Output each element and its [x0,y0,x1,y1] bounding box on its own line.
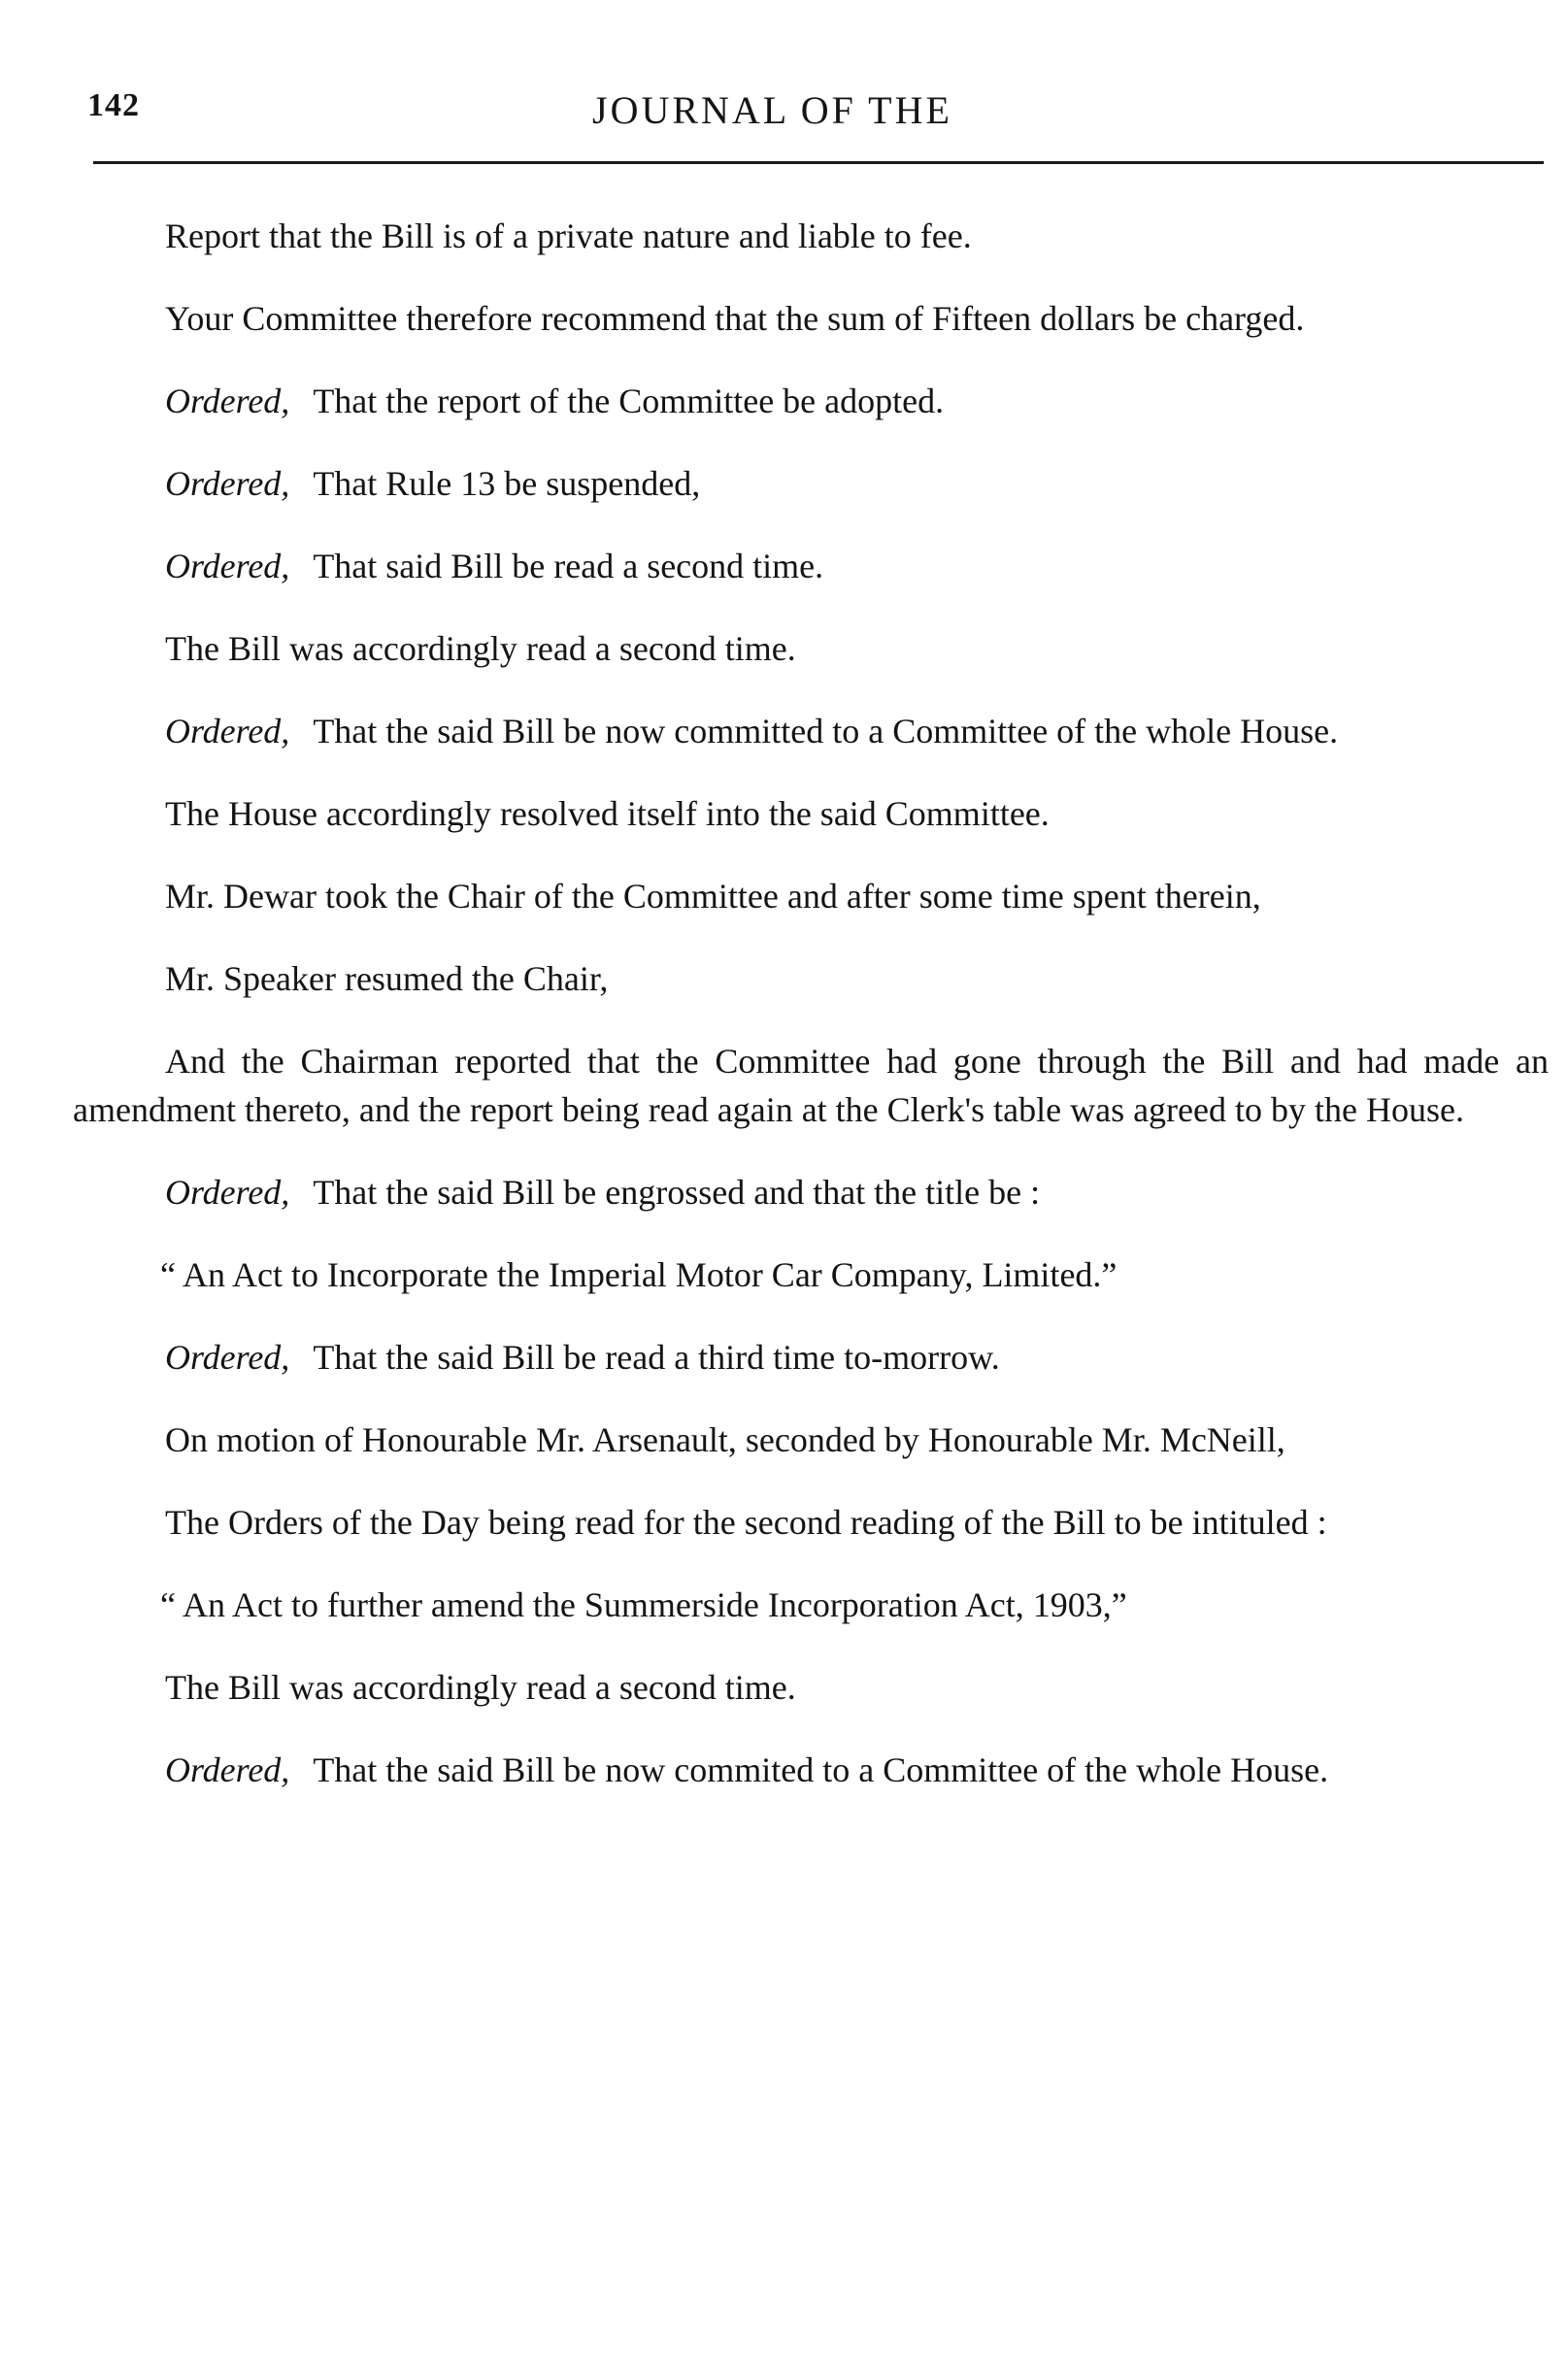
paragraph-bill-read-second-again [73,1663,1549,1712]
paragraph-text: “ An Act to Incorporate the Imperial Motor Car Company, Limited.” [160,1255,1118,1294]
paragraph-text: “ An Act to further amend the Summerside Incorporation Act, 1903,” [160,1585,1127,1624]
paragraph-text: On motion of Honourable Mr. Arsenault, seconded by Honourable Mr. McNeill, [165,1420,1285,1459]
paragraph-speaker-resumed [73,954,1549,1003]
paragraph-order-engrossed [73,1168,1549,1216]
paragraph-text: The Orders of the Day being read for the second reading of the Bill to be intituled : [165,1503,1327,1542]
paragraph-text: The Bill was accordingly read a second time. [165,1668,796,1707]
paragraph-order-commited-whole-house [73,1746,1549,1794]
paragraph-house-resolved [73,789,1549,838]
paragraph-orders-of-day [73,1498,1549,1547]
ordered-label: Ordered, [165,1338,290,1377]
paragraph-text: That the said Bill be now committed to a Committee of the whole House. [313,712,1339,750]
ordered-label: Ordered, [165,712,290,750]
paragraph-act-title-summerside [73,1581,1549,1629]
paragraph-text: That the said Bill be now commited to a Committee of the whole House. [313,1750,1329,1789]
paragraph-text: That the said Bill be engrossed and that the title be : [313,1173,1041,1212]
paragraph-motion-arsenault [73,1416,1549,1464]
paragraph-bill-read-second [73,624,1549,673]
paragraph-order-committed [73,707,1549,755]
paragraph-text: The House accordingly resolved itself into the said Committee. [165,794,1050,833]
running-head: JOURNAL OF THE [592,88,952,132]
page-header [87,80,1544,138]
paragraph-text: That said Bill be read a second time. [313,547,824,585]
paragraph-fee-recommendation [73,294,1549,343]
paragraph-report-private-nature [73,212,1549,260]
ordered-label: Ordered, [165,464,290,503]
paragraph-order-report-adopted [73,377,1549,425]
paragraph-text: That the report of the Committee be adopted. [313,382,945,420]
paragraph-order-second-reading [73,542,1549,590]
paragraph-text: The Bill was accordingly read a second time. [165,629,796,668]
paragraph-text: And the Chairman reported that the Committee had gone through the Bill and had made an amendment thereto, and the report being read again at the Clerk's table was agreed to by the House. [73,1042,1549,1129]
paragraph-order-rule-suspended [73,459,1549,508]
paragraph-order-third-reading [73,1333,1549,1382]
paragraph-act-title-imperial-motor [73,1250,1549,1299]
paragraph-text: Mr. Speaker resumed the Chair, [165,959,609,998]
ordered-label: Ordered, [165,382,290,420]
paragraph-text: Report that the Bill is of a private nature and liable to fee. [165,217,972,255]
paragraph-text: Mr. Dewar took the Chair of the Committee and after some time spent therein, [165,877,1261,916]
header-rule [93,161,1544,164]
journal-body [73,212,1549,1828]
paragraph-text: That the said Bill be read a third time to-morrow. [313,1338,1000,1377]
paragraph-chairman-reported [73,1037,1549,1134]
ordered-label: Ordered, [165,1173,290,1212]
paragraph-dewar-chair [73,872,1549,920]
page-number: 142 [87,87,140,123]
ordered-label: Ordered, [165,547,290,585]
paragraph-text: That Rule 13 be suspended, [313,464,701,503]
paragraph-text: Your Committee therefore recommend that the sum of Fifteen dollars be charged. [165,299,1305,338]
ordered-label: Ordered, [165,1750,290,1789]
